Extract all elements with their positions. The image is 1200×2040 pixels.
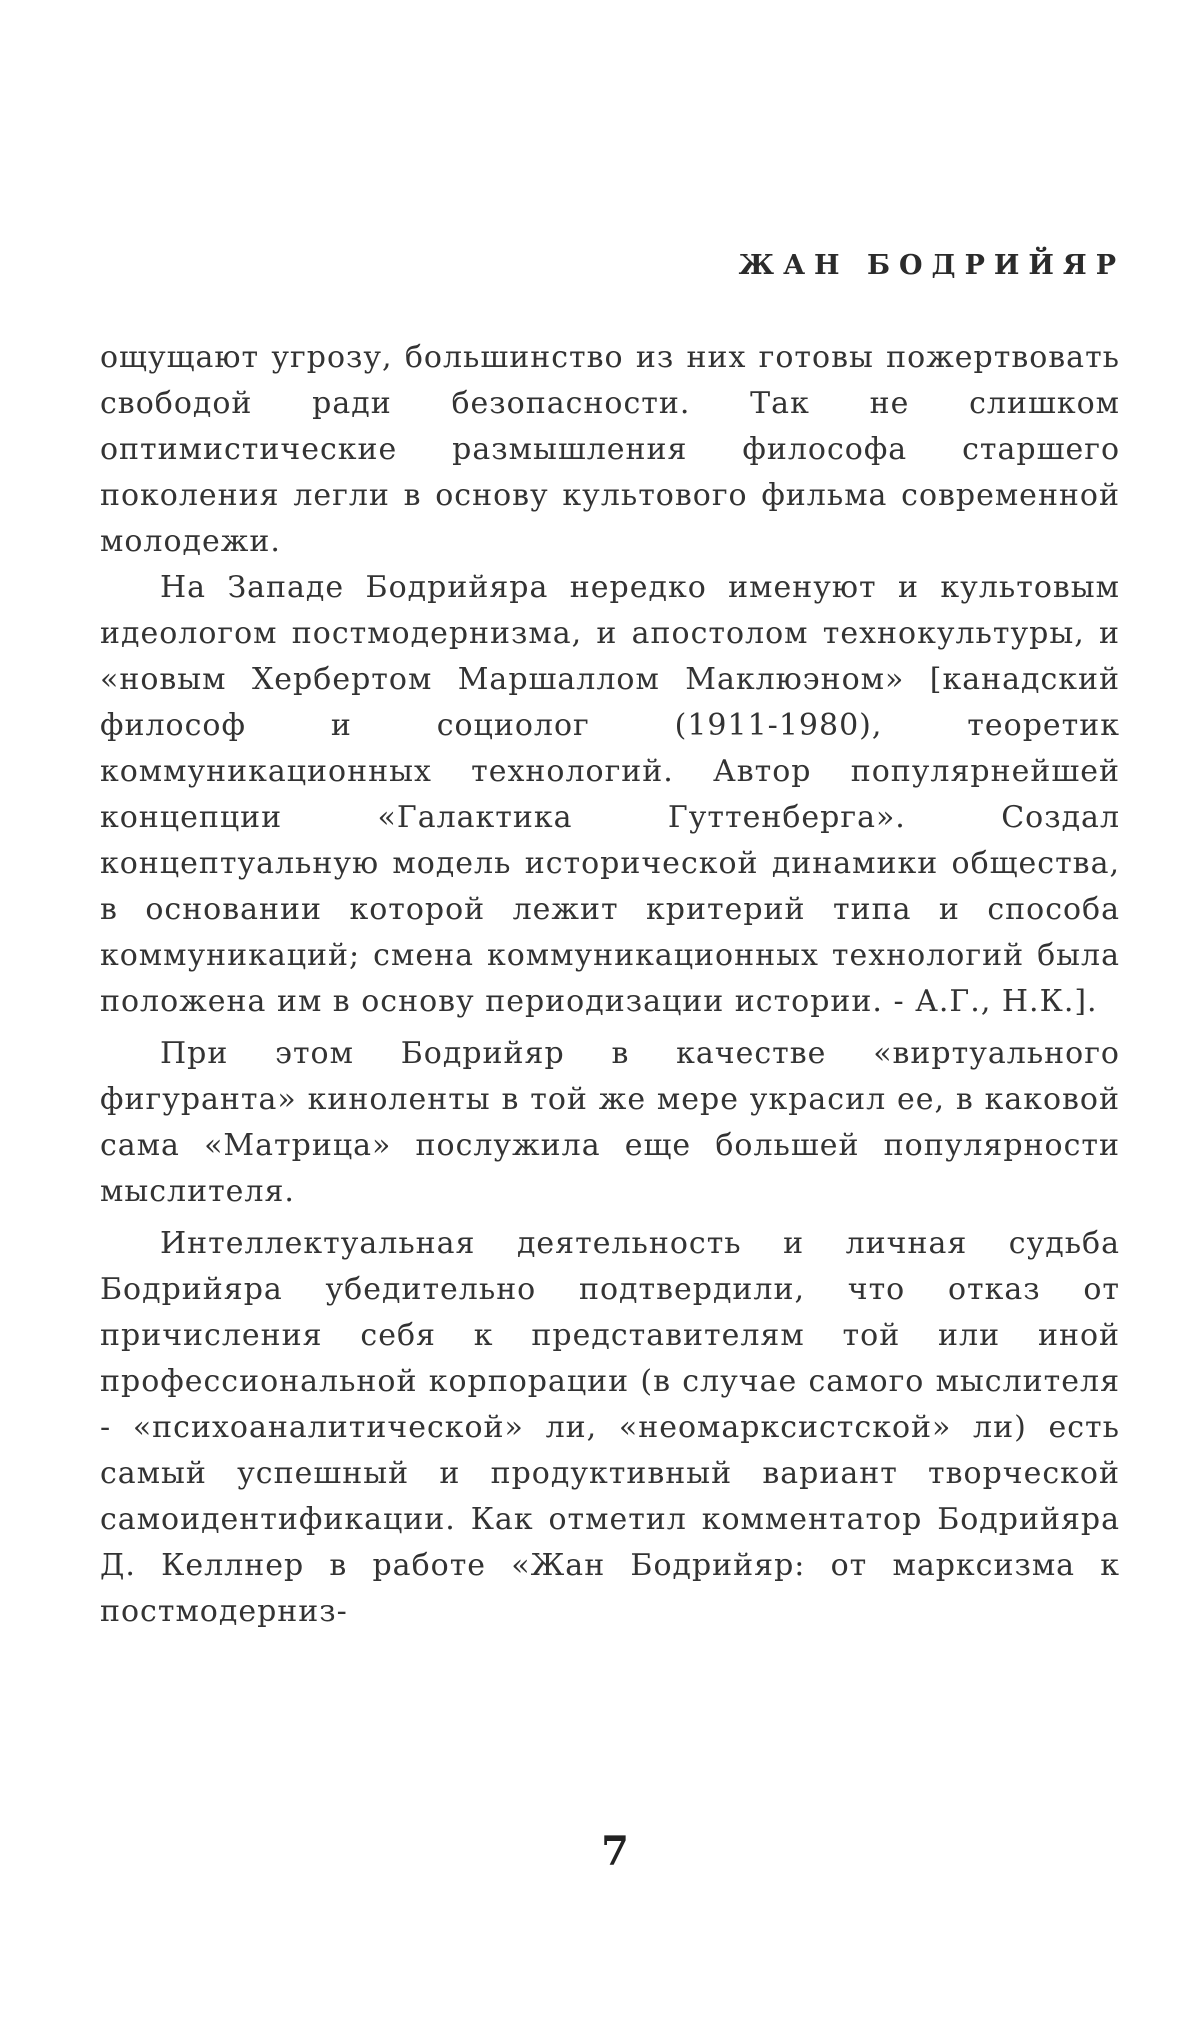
body-text [100, 335, 1120, 1635]
paragraph-2: На Западе Бодрийяра нередко именуют и культовым идеологом постмодернизма, и апостолом технокультуры, и «новым Хербертом Маршаллом Маклюэном» [канадский философ и социолог (1911-1980), теоретик коммуникационных технологий. Автор популярнейшей концепции «Галактика Гуттенберга». Создал концептуальную модель исторической динамики общества, в основании которой лежит критерий типа и способа коммуникаций; смена коммуникационных технологий была положена им в основу периодизации истории. - А.Г., Н.К.]. [100, 570, 1120, 1019]
running-head: ЖАН БОДРИЙЯР [738, 250, 1125, 281]
page-number: 7 [601, 1828, 629, 1875]
paragraph-1: ощущают угрозу, большинство из них готовы пожертвовать свободой ради безопасности. Так не слишком оптимистические размышления философа старшего поколения легли в основу культового фильма современной молодежи. [100, 340, 1120, 559]
paragraph-4: Интеллектуальная деятельность и личная судьба Бодрийяра убедительно подтвердили, что отказ от причисления себя к представителям той или иной профессиональной корпорации (в случае самого мыслителя - «психоаналитической» ли, «неомарксистской» ли) есть самый успешный и продуктивный вариант творческой самоидентификации. Как отметил комментатор Бодрийяра Д. Келлнер в работе «Жан Бодрийяр: от марксизма к постмодерниз- [100, 1226, 1120, 1629]
paragraph-3: При этом Бодрийяр в качестве «виртуального фигуранта» киноленты в той же мере украсил ее, в каковой сама «Матрица» послужила еще большей популярности мыслителя. [100, 1036, 1120, 1209]
